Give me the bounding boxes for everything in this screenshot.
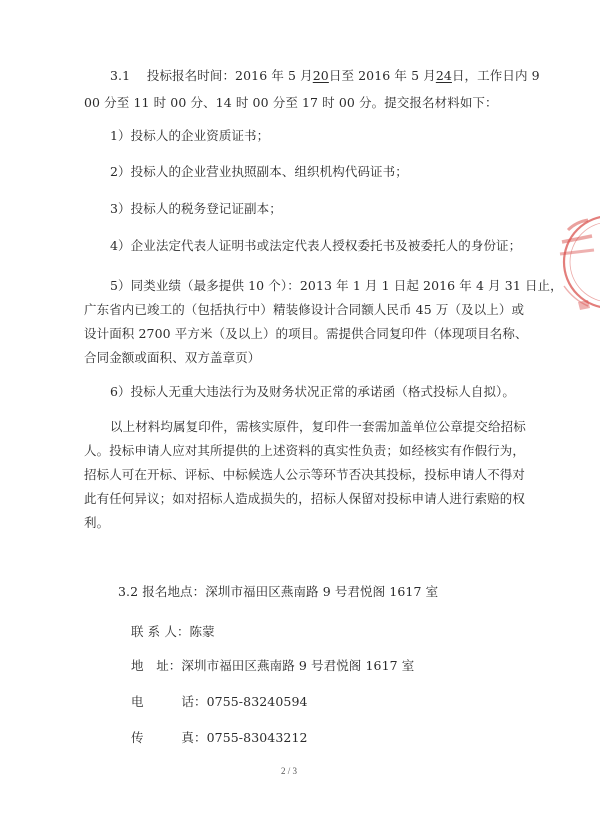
seal-stamp-partial: [548, 208, 600, 316]
section-3-2-title: 3.2 报名地点：深圳市福田区燕南路 9 号君悦阁 1617 室: [118, 584, 439, 599]
section-3-1-line-1: [110, 68, 540, 84]
list-item-5-line-4: 合同金额或面积、双方盖章页）: [84, 350, 261, 365]
s31-text-c: 日，工作日内 9: [451, 68, 540, 83]
list-item-1: 1）投标人的企业资质证书；: [110, 128, 270, 143]
list-item-6: 6）投标人无重大违法行为及财务状况正常的承诺函（格式投标人自拟）。: [110, 384, 516, 399]
start-day: 20: [312, 68, 329, 83]
paragraph-line-2: 人。投标申请人应对其所提供的上述资料的真实性负责；如经核实有作假行为，: [84, 443, 526, 458]
list-item-3: 3）投标人的税务登记证副本；: [110, 201, 282, 216]
list-item-4: 4）企业法定代表人证明书或法定代表人授权委托书及被委托人的身份证；: [110, 238, 522, 253]
contact-person: 联 系 人：陈蒙: [131, 624, 215, 639]
paragraph-line-3: 招标人可在开标、评标、中标候选人公示等环节否决其投标，投标申请人不得对: [84, 467, 526, 482]
contact-fax: 传 真：0755-83043212: [131, 730, 308, 745]
list-item-5-line-2: 广东省内已竣工的（包括执行中）精装修设计合同额人民币 45 万（及以上）或: [84, 302, 525, 317]
s31-text-a: 3.1 投标报名时间：2016 年 5 月: [110, 68, 313, 83]
contact-phone: 电 话：0755-83240594: [131, 694, 308, 709]
list-item-5-line-3: 设计面积 2700 平方米（及以上）的项目。需提供合同复印件（体现项目名称、: [84, 326, 528, 341]
list-item-2: 2）投标人的企业营业执照副本、组织机构代码证书；: [110, 164, 408, 179]
section-3-1-line-2: 00 分至 11 时 00 分、14 时 00 分至 17 时 00 分。提交报名材料如下：: [84, 95, 498, 110]
list-item-5-line-1: 5）同类业绩（最多提供 10 个）：2013 年 1 月 1 日起 2016 年 4 月 31 日止，: [110, 278, 563, 293]
s31-text-b: 日至 2016 年 5 月: [328, 68, 436, 83]
paragraph-line-1: 以上材料均属复印件，需核实原件，复印件一套需加盖单位公章提交给招标: [110, 419, 526, 434]
page-number: 2 / 3: [281, 766, 298, 776]
paragraph-line-5: 利。: [84, 515, 110, 530]
contact-address: 地 址：深圳市福田区燕南路 9 号君悦阁 1617 室: [131, 658, 415, 673]
paragraph-line-4: 此有任何异议；如对招标人造成损失的，招标人保留对投标申请人进行索赔的权: [84, 491, 526, 506]
end-day: 24: [435, 68, 452, 83]
